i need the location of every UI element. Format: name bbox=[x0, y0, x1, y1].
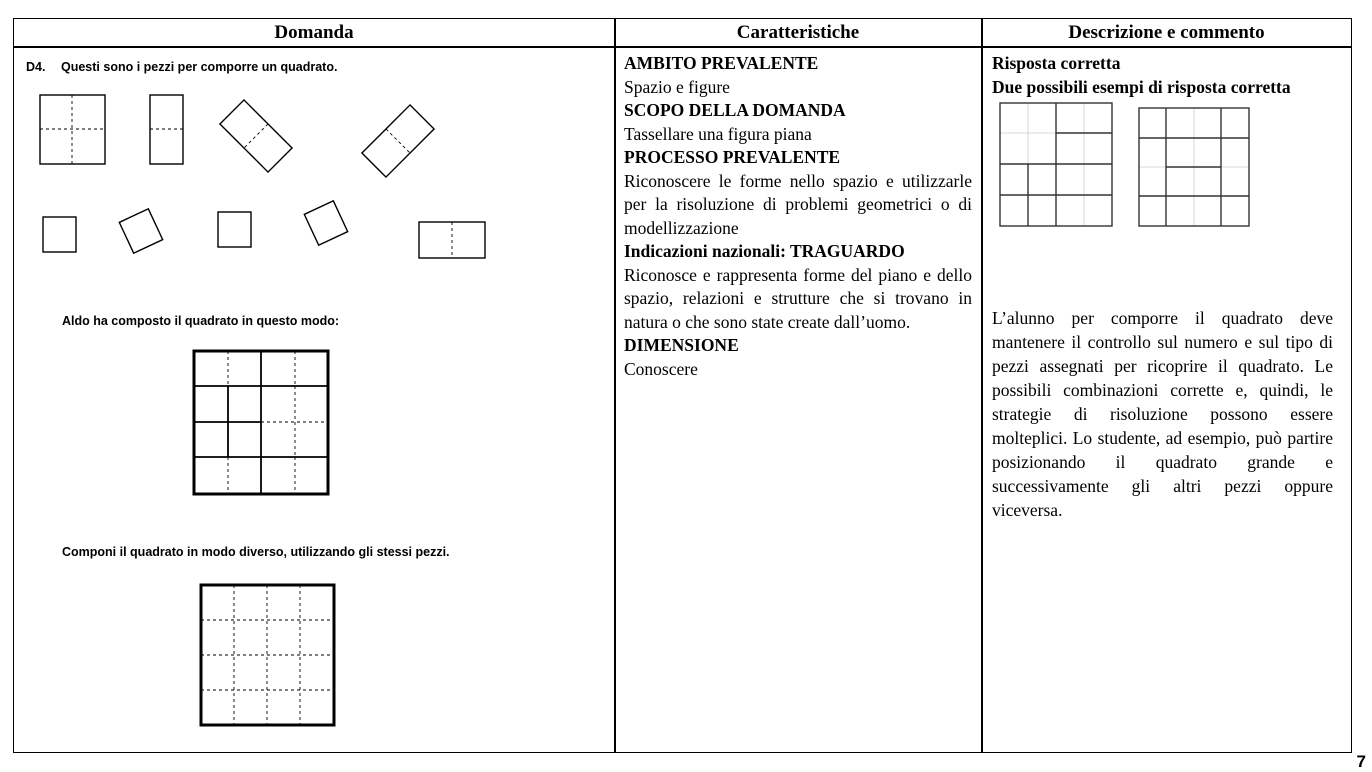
indicazioni-label: Indicazioni nazionali: TRAGUARDO bbox=[624, 241, 905, 261]
aldo-square-figure bbox=[194, 351, 329, 496]
description bbox=[992, 52, 1333, 99]
tilted-rectangle-piece bbox=[362, 105, 434, 177]
vertical-rectangle-piece bbox=[150, 95, 183, 164]
column-divider bbox=[614, 19, 616, 752]
small-square-piece bbox=[218, 212, 251, 247]
processo-label: PROCESSO PREVALENTE bbox=[624, 147, 841, 167]
small-square-piece bbox=[304, 201, 347, 245]
examples-label: Due possibili esempi di risposta corretta bbox=[992, 76, 1291, 97]
question-prompt: Questi sono i pezzi per comporre un quadrato. bbox=[61, 60, 338, 74]
characteristics bbox=[624, 52, 972, 381]
header-caratteristiche: Caratteristiche bbox=[736, 21, 860, 43]
big-square-piece bbox=[40, 95, 105, 164]
comment: L’alunno per comporre il quadrato deve mantenere il controllo sul numero e sul tipo di pezzi assegnati per ricoprire il quadrato. Le possibili combinazioni corrette e, quindi, le strategie di risoluzione possono essere molteplici. Lo studente, ad esempio, può partire posizionando il quadrato grande e successivamente gli altri pezzi oppure viceversa. bbox=[992, 308, 1333, 520]
ambito-value: Spazio e figure bbox=[624, 76, 730, 97]
answer-label: Risposta corretta bbox=[992, 53, 1121, 73]
pieces-figure bbox=[14, 19, 614, 279]
page-number: 7 bbox=[1356, 752, 1366, 771]
processo-value: Riconoscere le forme nello spazio e utilizzarle per la risoluzione di problemi geometrici o di modellizzazione bbox=[624, 170, 972, 238]
indicazioni-value: Riconosce e rappresenta forme del piano e dello spazio, relazioni e strutture che si trovano in natura o che sono state create dall’uomo. bbox=[624, 264, 972, 332]
header-domanda: Domanda bbox=[274, 21, 354, 43]
scopo-label: SCOPO DELLA DOMANDA bbox=[624, 100, 846, 120]
example-answer-2 bbox=[1139, 108, 1249, 226]
small-square-piece bbox=[43, 217, 76, 252]
column-divider bbox=[981, 19, 983, 752]
scopo-value: Tassellare una figura piana bbox=[624, 123, 812, 144]
answer-square-figure[interactable] bbox=[201, 585, 335, 725]
dimensione-label: DIMENSIONE bbox=[624, 335, 739, 355]
tilted-rectangle-piece bbox=[220, 100, 292, 172]
header-descrizione: Descrizione e commento bbox=[1068, 21, 1265, 43]
dimensione-value: Conoscere bbox=[624, 358, 698, 379]
question-number: D4. bbox=[26, 60, 46, 74]
table bbox=[13, 18, 1352, 753]
ambito-label: AMBITO PREVALENTE bbox=[624, 53, 819, 73]
small-square-piece bbox=[119, 209, 162, 253]
instruction-text: Componi il quadrato in modo diverso, utilizzando gli stessi pezzi. bbox=[62, 545, 450, 559]
aldo-text: Aldo ha composto il quadrato in questo modo: bbox=[62, 314, 340, 328]
example-answer-1 bbox=[1000, 103, 1112, 226]
